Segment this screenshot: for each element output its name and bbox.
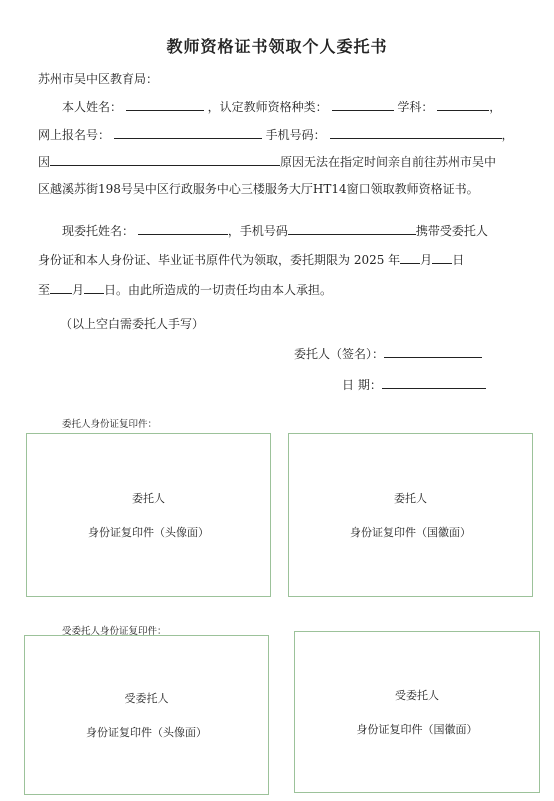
line-name-type-subject: 本人姓名： ，认定教师资格种类： 学科： ， [62,100,502,114]
line-period: 身份证和本人身份证、毕业证书原件代为领取，委托期限为 2025 年 月 日 [38,253,465,267]
signature-line: 委托人（签名）： [294,345,482,362]
principal-id-back-box [288,433,533,597]
reg-label: 网上报名号： [38,128,111,142]
document-title: 教师资格证书领取个人委托书 [166,37,388,56]
recipient: 苏州市吴中区教育局： [38,72,159,86]
reg-blank [114,126,262,139]
subject-blank [437,98,489,111]
end-day-blank [84,281,104,294]
name-label: 本人姓名： [62,100,123,114]
principal-id-label: 委托人身份证复印件： [62,419,158,430]
date-blank [382,376,486,389]
subject-label: 学科： [397,100,434,114]
signature-blank [384,345,482,358]
agent-id-back-box [294,631,540,793]
agent-phone-blank [288,222,416,235]
box-desc: 身份证复印件（头像面） [88,526,209,539]
month-blank [400,251,420,264]
agent-id-front-box [24,635,269,795]
phone-label: 手机号码： [265,128,326,142]
box-title: 委托人 [394,492,427,505]
date-line: 日 期： [342,376,486,393]
agent-phone-label: ，手机号码 [227,224,288,238]
agent-id-label: 受委托人身份证复印件： [62,626,167,637]
line-location: 区越溪苏街198号吴中区行政服务中心三楼服务大厅HT14窗口领取教师资格证书。 [38,182,479,196]
agent-name-blank [138,222,228,235]
day-blank [432,251,452,264]
name-blank [126,98,204,111]
principal-id-front-box [26,433,271,597]
line-reg-phone: 网上报名号： 手机号码： ， [38,128,514,142]
box-desc: 身份证复印件（国徽面） [350,526,471,539]
type-label: ，认定教师资格种类： [207,100,328,114]
box-desc: 身份证复印件（国徽面） [356,723,478,736]
box-title: 受委托人 [124,692,169,705]
reason-blank [50,153,280,166]
type-blank [332,98,394,111]
phone-blank [330,126,502,139]
box-title: 委托人 [132,492,165,505]
box-desc: 身份证复印件（头像面） [86,726,207,739]
agent-label: 现委托姓名： [62,224,135,238]
line-reason: 因 原因无法在指定时间亲自前往苏州市吴中 [38,155,497,169]
line-agent: 现委托姓名： ，手机号码 携带受委托人 [62,224,488,238]
box-title: 受委托人 [395,689,439,702]
line-responsibility: 至 月 日。由此所造成的一切责任均由本人承担。 [38,283,333,297]
end-month-blank [50,281,72,294]
handwrite-note: （以上空白需委托人手写） [60,317,205,331]
